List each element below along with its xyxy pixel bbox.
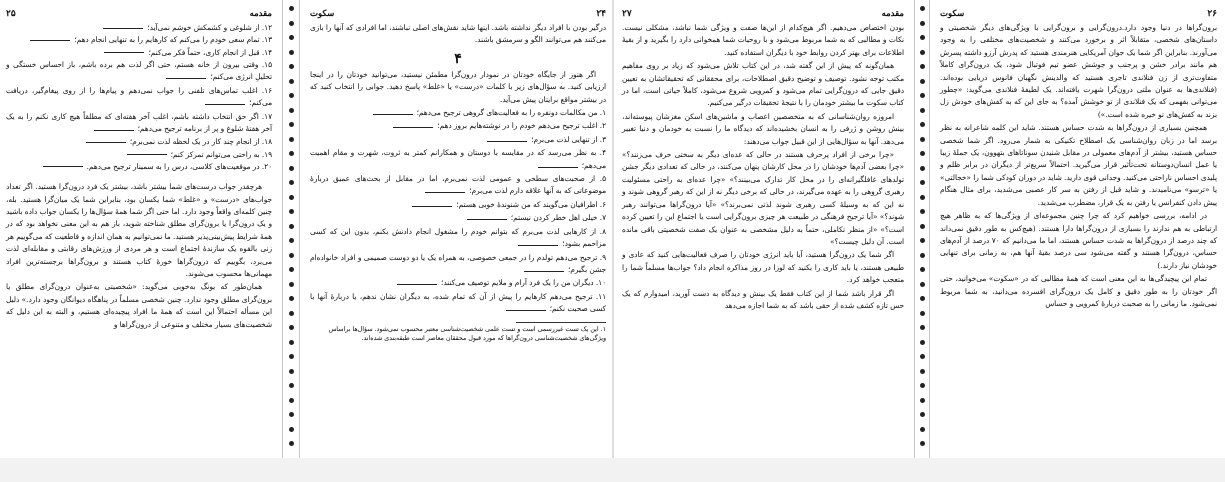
paragraph: همان‌طور که یونگ به‌خوبی می‌گوید: «شخصیتی به‌عنوان درون‌گرای مطلق یا برون‌گرای مطلق وجود ندارد. چنین شخصی مسلماً در پناهگاه دیوانگان وجود دارد.» دلیل این مسأله احتمالاً این است که همهٔ ما افراد پیچیده‌ای هستیم، و البته به این دلیل که شخصیت‌های بسیار مختلف و متنوعی از درون‌گراها و — [6, 282, 272, 329]
page-26 — [930, 0, 1225, 458]
binding-hole — [920, 151, 925, 156]
paragraph: هرچقدر جواب درست‌های شما بیشتر باشد، بیشتر یک فرد درون‌گرا هستید. اگر تعداد جواب‌های «درست» و «غلط» شما یکسان بود، بنابراین شما یک میان‌گرا هستید. بله، چنین کلمه‌ای واقعاً وجود دارد. اما حتی اگر شما همهٔ سؤال‌ها را یکسان جواب داده باشید و یک درون‌گرا یا برون‌گرای مطلق شناخته شوید، باز هم به این معنی نخواهد بود که در همهٔ شرایط پیش‌بینی‌پذیر هستید. ما نمی‌توانیم به همان اندازه و قاطعیت که می‌گوییم هر زنی بالقوه یک سازندهٔ اجتماع است و هر مردی از ورزش‌های رقابتی و مقابله‌ای لذت می‌برد، بگوییم که درون‌گراها خورهٔ کتاب هستند و برون‌گراها برجسته‌ترین افراد مهمانی‌ها محسوب می‌شوند. — [6, 182, 272, 279]
binding-hole — [289, 354, 294, 359]
binding-hole — [289, 122, 294, 127]
binding-hole — [920, 325, 925, 330]
quiz-item: ۶. اطرافیان می‌گویند که من شنوندهٔ خوبی هستم؛ — [310, 199, 606, 211]
quiz-list — [310, 107, 606, 316]
quiz-item: ۱۶. اغلب تماس‌های تلفنی را جواب نمی‌دهم و پیام‌ها را از روی پیغام‌گیر، دریافت می‌کنم؛ — [6, 85, 272, 108]
page-title: سکوت — [310, 9, 335, 19]
footnote: ۱. این یک تست غیررسمی است و تست علمی شخصیت‌شناسی معتبر محسوب نمی‌شود. سؤال‌ها براساس ویژگی‌های شخصیت‌شناسی درون‌گراها که مورد قبول محققان معاصر است طبقه‌بندی شده‌اند. — [328, 325, 606, 342]
binding-hole — [920, 6, 925, 11]
binding-hole — [920, 50, 925, 55]
quiz-list — [6, 22, 272, 173]
binding-hole — [289, 6, 294, 11]
quiz-item: ۱۸. از انجام چند کار در یک لحظه لذت نمی‌برم؛ — [6, 136, 272, 148]
binding-hole — [920, 369, 925, 374]
quiz-item: ۲۰. در موقعیت‌های کلاسی، درس را به سمینار ترجیح می‌دهم. — [6, 161, 272, 173]
binding-hole — [289, 137, 294, 142]
binding-hole — [920, 166, 925, 171]
binding-hole — [920, 282, 925, 287]
binding-hole — [289, 267, 294, 272]
quiz-item: ۱۷. اگر حق انتخاب داشته باشم، اغلب آخر هفته‌ای که مطلقاً هیچ کاری نکنم را به یک آخر هفتهٔ شلوغ و پر از برنامه ترجیح می‌دهم؛ — [6, 111, 272, 133]
binding-hole — [920, 267, 925, 272]
paragraph: اگر شما یک درون‌گرا هستید، آیا باید انرژی خودتان را صرف فعالیت‌هایی کنید که عادی و طبیعی هستند، یا باید کاری را بکنید که لوزا در روز مذاکره انجام داد؟ جواب‌ها مسلماً شما را متعجب خواهد کرد. — [622, 250, 904, 285]
quiz-item: ۵. از صحبت‌های سطحی و عمومی لذت نمی‌برم، اما در مقابل از بحث‌های عمیق دربارهٔ موضوعاتی که به آنها علاقه دارم لذت می‌برم؛ — [310, 174, 606, 196]
paragraph: امروزه روان‌شناسانی که به متخصصین اعصاب و ماشین‌های اسکن مغزشان پیوسته‌اند، بینش روشن و ژرفی را به انسان بخشیده‌اند که دیدگاه ما را نسبت به خودمان و دنیا تغییر می‌دهد. آنها به سؤال‌هایی از این قبیل جواب می‌دهند: — [622, 111, 904, 146]
binding-hole — [920, 238, 925, 243]
page-header — [940, 6, 1217, 22]
binding-hole — [920, 64, 925, 69]
binding-hole — [920, 398, 925, 403]
binding-hole — [920, 224, 925, 229]
binding-hole — [289, 441, 294, 446]
binding-hole — [289, 369, 294, 374]
page-number: ۲۴ — [596, 9, 606, 19]
page-number: ۲۵ — [6, 9, 16, 19]
paragraph: اگر هنوز از جایگاه خودتان در نمودار درون‌گرا مطمئن نیستید، می‌توانید خودتان را در اینجا ارزیابی کنید. به سؤال‌های زیر با کلمات «درست» یا «غلط» پاسخ دهید. جوابی را انتخاب کنید که در بیشتر مواقع برایتان پیش می‌آید. — [310, 69, 606, 104]
page-24 — [300, 0, 614, 458]
quiz-item: ۱۳. تمام سعی خودم را می‌کنم که کارهایم را به تنهایی انجام دهم؛ — [6, 34, 272, 46]
body-text — [310, 22, 606, 47]
quiz-item: ۱۲. از شلوغی و کشمکش خوشم نمی‌آید؛ — [6, 22, 272, 34]
binding-hole — [289, 93, 294, 98]
binding-hole — [920, 79, 925, 84]
quiz-item: ۴. به نظر می‌رسد که در مقایسه با دوستان و همکارانم کمتر به ثروت، شهرت و مقام اهمیت می‌دهم؛ — [310, 148, 606, 170]
paragraph: همان‌گونه که پیش از این گفته شد، در این کتاب تلاش می‌شود که زیاد بر روی مفاهیم مکتب توجه نشود. توصیف و توضیح دقیق اصطلاحات، برای محققانی که تحقیقاتشان به تعیین دقیق جایی که درون‌گرایی تمام می‌شود و کمرویی شروع می‌شود، کاملاً حیاتی است، اما در کتاب سکوت ما بیشتر خودمان را با نتیجهٔ تحقیقات درگیر می‌کنیم. — [622, 61, 904, 108]
binding-hole — [289, 296, 294, 301]
binding-hole — [289, 412, 294, 417]
quiz-item: ۳. از تنهایی لذت می‌برم؛ — [310, 134, 606, 146]
binding-hole — [920, 21, 925, 26]
quiz-item: ۱۹. به راحتی می‌توانم تمرکز کنم؛ — [6, 149, 272, 161]
quiz-item: ۹. ترجیح می‌دهم تولدم را در جمعی خصوصی، به همراه یک یا دو دوست صمیمی و افراد خانواده‌ام جشن بگیرم؛ — [310, 252, 606, 274]
paragraph: در ادامه، بررسی خواهیم کرد که چرا چنین مجموعه‌ای از ویژگی‌ها که به ظاهر هیچ ارتباطی به هم ندارند را بسیاری از درون‌گراها دارا هستند. (هیچ‌کس به طور دقیق نمی‌داند که چند درصد از درون‌گراها به شدت حساس هستند، اما ما می‌دانیم که ۷۰ درصد از آدم‌های حساس، درون‌گرا هستند و گفته می‌شود سی درصد بقیهٔ آنها هم، به زمانی برای تنهایی خودشان نیاز دارند.) — [940, 211, 1217, 270]
binding-hole — [289, 224, 294, 229]
quiz-item: ۱۵. وقتی بیرون از خانه هستم، حتی اگر لذت هم برده باشم، باز احساس خستگی و تحلیلِ انرژی می‌کنم؛ — [6, 59, 272, 82]
binding-hole — [289, 166, 294, 171]
quiz-item: ۱. من مکالمات دونفره را به فعالیت‌های گروهی ترجیح می‌دهم؛ — [310, 107, 606, 119]
binding-hole — [920, 195, 925, 200]
binding-hole — [289, 50, 294, 55]
page-header — [6, 6, 272, 22]
binding-hole — [289, 180, 294, 185]
binding-hole — [289, 311, 294, 316]
binding-hole — [920, 137, 925, 142]
binding-holes-left — [282, 0, 300, 458]
paragraph: درگیر بودن با افراد دیگر نداشته باشد. اینها شاید نقش‌های اصلی نباشند، اما افرادی که آنها را بازی می‌کنند هم می‌توانند الگو و سرمشق باشند. — [310, 23, 606, 45]
page-27 — [614, 0, 914, 458]
binding-hole — [289, 21, 294, 26]
binding-hole — [289, 64, 294, 69]
binding-hole — [289, 195, 294, 200]
binding-holes-right — [914, 0, 930, 458]
paragraph: اگر قرار باشد شما از این کتاب فقط یک بینش و دیدگاه به دست آورید، امیدوارم که یک حس تازه کشف شده از حقی باشد که به شما اجازه می‌دهد — [622, 288, 904, 310]
page-title: مقدمه — [881, 9, 904, 19]
binding-hole — [289, 325, 294, 330]
binding-hole — [289, 35, 294, 40]
paragraph: «چرا برخی از افراد پرحرف هستند در حالی که عده‌ای دیگر به سختی حرف می‌زنند؟» «چرا بعضی آدم‌ها خودشان را در محل کارشان پنهان می‌کنند، در حالی که تعدادی دیگر جشن تولدهای غافلگیرانه‌ای را در محل کار تدارک می‌بینند؟» «چرا عده‌ای به راحتی مسئولیت رهبری گروهی را به عهده می‌گیرند، در حالی که برخی دیگر نه از این که رهبر گروهی شوند و نه این که به وسیلهٔ کسی رهبری شوند لذتی نمی‌برند؟» «آیا درون‌گراها می‌توانند رهبر شوند؟» «آیا ترجیح فرهنگی در طبیعت هر چیزی برون‌گرایی است یا اجتماع این را تعیین کرده است؟» «از منظر تکاملی، حتماً به دلیل مشخصی به عنوان یک صفت شخصیتی باقی مانده است. آن دلیل چیست؟» — [622, 150, 904, 246]
binding-hole — [920, 427, 925, 432]
body-text — [310, 69, 606, 106]
page-header — [310, 6, 606, 22]
page-title: سکوت — [940, 9, 965, 19]
binding-hole — [920, 122, 925, 127]
page-number: ۲۷ — [622, 9, 632, 19]
binding-hole — [920, 354, 925, 359]
page-title: مقدمه — [249, 9, 272, 19]
binding-hole — [920, 180, 925, 185]
binding-hole — [289, 151, 294, 156]
paragraph: برون‌گراها در دنیا وجود دارد.درون‌گرایی و برون‌گرایی با ویژگی‌های دیگر شخصیتی و داستان‌های شخصی، متقابلاً اثر و برخورد می‌کنند و شخصیت‌های مختلفی را به وجود می‌آورند. بنابراین اگر شما یک جوان آمریکایی هنرمندی هستید که پدرش آرزو داشته پسرش هم مانند برادر خشن و پرجنب و جوشش عضو تیم فوتبال شود، یک درون‌گرای کاملاً متفاوت‌تری از زن فنلاندی تاجری هستید که والدینش نگهبان فانوس دریایی بوده‌اند. (فنلاندی‌ها به عنوان ملتی درون‌گرا شهرت یافته‌اند. یک لطیفهٔ فنلاندی می‌گوید: «چطور می‌توانی بفهمی که یک فنلاندی از تو خوشش آمده؟ به جای این که به کفش‌های خودش زل بزند به کفش‌های تو خیره شده است.») — [940, 23, 1217, 119]
section-number: ۴ — [454, 50, 462, 67]
binding-hole — [920, 35, 925, 40]
body-text — [622, 22, 904, 312]
page-25 — [0, 0, 282, 458]
binding-hole — [289, 253, 294, 258]
binding-hole — [920, 311, 925, 316]
binding-hole — [920, 340, 925, 345]
binding-hole — [920, 296, 925, 301]
body-text — [6, 181, 272, 331]
quiz-item: ۱۴. قبل از انجام کاری، حتماً فکر می‌کنم؛ — [6, 47, 272, 59]
page-header — [622, 6, 904, 22]
binding-hole — [289, 238, 294, 243]
paragraph: همچنین بسیاری از درون‌گراها به شدت حساس هستند. شاید این کلمه شاعرانه به نظر برسد اما در زبان روان‌شناسی یک اصطلاح تکنیکی به شمار می‌رود. اگر شما شخصی حساس هستید، بیشتر از آدم‌های معمولی در مقابل شنیدن سوناتاهای بتهوون، یک جملهٔ زیبا یا عمل انسان‌دوستانه تحت‌تأثیر قرار می‌گیرید. احتمالاً سریع‌تر از دیگران در برابر ظلم و پلیدی احساس ناراحتی می‌کنید. وجدانی قوی دارید. شاید در دوران کودکی شما را «خجالتی» یا «ترسو» می‌نامیدند. و شاید قبل از رفتن به سر کار عصبی می‌شدید، برای مثال هنگام پیش دادن کنفرانس یا رفتن به یک قرار، مضطرب می‌شدید. — [940, 123, 1217, 207]
binding-hole — [289, 383, 294, 388]
binding-hole — [920, 412, 925, 417]
binding-hole — [289, 398, 294, 403]
quiz-item: ۷. خیلی اهل خطر کردن نیستم؛ — [310, 212, 606, 224]
paragraph: تمام این پیچیدگی‌ها به این معنی است که همهٔ مطالبی که در «سکوت» می‌خوانید، حتی اگر خودتان را به طور دقیق و کامل یک درون‌گرای افسرده می‌دانید، به شما مربوط نمی‌شود. ما زمانی را به صحبت دربارهٔ کمرویی و حساس — [940, 274, 1217, 308]
binding-hole — [920, 441, 925, 446]
quiz-item: ۲. اغلب ترجیح می‌دهم خودم را در نوشته‌هایم بروز دهم؛ — [310, 120, 606, 132]
binding-hole — [920, 108, 925, 113]
binding-hole — [289, 340, 294, 345]
binding-hole — [289, 108, 294, 113]
footnote-rule — [516, 322, 606, 323]
binding-hole — [289, 427, 294, 432]
quiz-item: ۱۰. دیگران من را یک فرد آرام و ملایم توصیف می‌کنند؛ — [310, 277, 606, 289]
quiz-item: ۱۱. ترجیح می‌دهم کارهایم را پیش از آن که تمام شده، به دیگران نشان ندهم، یا دربارهٔ آنها با کسی صحبت نکنم؛ — [310, 291, 606, 314]
page-number: ۲۶ — [1207, 9, 1217, 19]
binding-hole — [920, 383, 925, 388]
binding-hole — [289, 79, 294, 84]
paragraph: بودن اختصاص می‌دهیم. اگر هیچ‌کدام از این‌ها صفت و ویژگی شما نباشد، مشکلی نیست. نکات و مطالبی که به شما مربوط می‌شود و با روحیات شما همخوانی دارد را بگیرید و از بقیهٔ اطلاعات برای بهتر کردن روابط خود با دیگران استفاده کنید. — [622, 23, 904, 57]
binding-hole — [920, 253, 925, 258]
binding-hole — [920, 93, 925, 98]
binding-hole — [920, 209, 925, 214]
quiz-item: ۸. از کارهایی لذت می‌برم که بتوانم خودم را مشغول انجام دادنش بکنم، بدون این که کسی مزاحمم بشود؛ — [310, 226, 606, 249]
body-text — [940, 22, 1217, 310]
binding-hole — [289, 282, 294, 287]
binding-hole — [289, 209, 294, 214]
